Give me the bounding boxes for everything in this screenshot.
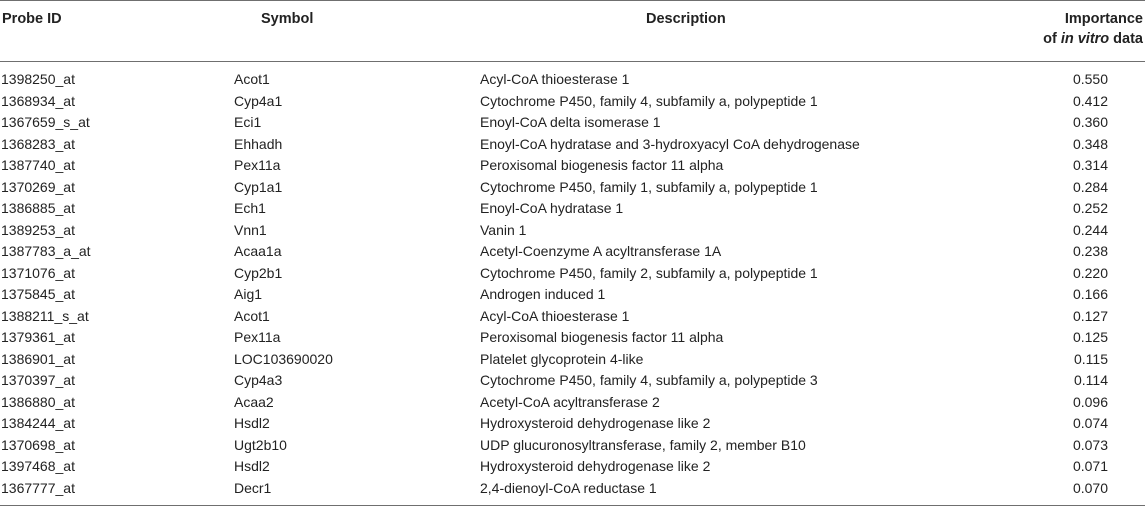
- cell-symbol: Acot1: [234, 307, 270, 324]
- cell-symbol: Cyp2b1: [234, 264, 283, 281]
- cell-importance: 0.125: [1072, 329, 1108, 345]
- header-divider-rule: [0, 61, 1145, 62]
- table-row: [0, 134, 1145, 156]
- cell-symbol: Ugt2b10: [234, 436, 287, 453]
- table-row: [0, 327, 1145, 349]
- cell-probe-id: 1367659_s_at: [1, 114, 90, 130]
- cell-description: Acyl-CoA thioesterase 1: [480, 307, 630, 324]
- cell-symbol: Cyp4a1: [234, 92, 283, 109]
- header-description: Description: [646, 11, 726, 27]
- cell-symbol: Acaa2: [234, 393, 274, 410]
- cell-importance: 0.348: [1072, 135, 1108, 152]
- cell-probe-id: 1371076_at: [1, 264, 75, 281]
- cell-probe-id: 1387740_at: [1, 157, 75, 173]
- cell-probe-id: 1397468_at: [1, 458, 75, 474]
- table-bottom-rule: [0, 505, 1145, 506]
- table-row: [0, 370, 1145, 392]
- cell-description: Androgen induced 1: [480, 286, 606, 302]
- cell-description: Peroxisomal biogenesis factor 11 alpha: [480, 157, 724, 173]
- cell-importance: 0.166: [1072, 286, 1108, 302]
- cell-importance: 0.238: [1072, 243, 1108, 259]
- table-row: [0, 456, 1145, 478]
- table-row: [0, 241, 1145, 263]
- cell-symbol: Decr1: [234, 479, 272, 496]
- cell-description: Hydroxysteroid dehydrogenase like 2: [480, 415, 711, 431]
- table-row: [0, 349, 1145, 371]
- cell-symbol: Pex11a: [234, 157, 281, 173]
- cell-description: Platelet glycoprotein 4-like: [480, 350, 644, 367]
- header-probe-id: Probe ID: [2, 11, 62, 27]
- cell-importance: 0.070: [1072, 479, 1108, 496]
- cell-description: Enoyl-CoA delta isomerase 1: [480, 114, 661, 130]
- cell-importance: 0.550: [1072, 71, 1108, 87]
- cell-importance: 0.114: [1074, 372, 1108, 388]
- table-top-rule: [0, 0, 1145, 1]
- cell-description: Cytochrome P450, family 4, subfamily a, polypeptide 1: [480, 92, 818, 109]
- cell-description: Cytochrome P450, family 4, subfamily a, polypeptide 3: [480, 372, 818, 388]
- cell-importance: 0.073: [1072, 436, 1108, 453]
- cell-probe-id: 1367777_at: [1, 479, 75, 496]
- cell-importance: 0.127: [1072, 307, 1108, 324]
- cell-symbol: Acaa1a: [234, 243, 282, 259]
- header-importance-line2: [1043, 29, 1143, 49]
- cell-description: Cytochrome P450, family 1, subfamily a, polypeptide 1: [480, 178, 818, 195]
- table-row: [0, 177, 1145, 199]
- table-row: [0, 392, 1145, 414]
- cell-probe-id: 1379361_at: [1, 329, 75, 345]
- cell-symbol: Hsdl2: [234, 415, 270, 431]
- header-importance: [1043, 9, 1143, 49]
- cell-symbol: Ehhadh: [234, 135, 283, 152]
- cell-symbol: Hsdl2: [234, 458, 270, 474]
- cell-description: Acetyl-CoA acyltransferase 2: [480, 393, 660, 410]
- cell-probe-id: 1370698_at: [1, 436, 75, 453]
- table-row: [0, 112, 1145, 134]
- header-importance-prefix: of: [1043, 31, 1061, 47]
- header-importance-line1: Importance: [1064, 11, 1143, 27]
- table-row: [0, 435, 1145, 457]
- cell-symbol: Eci1: [234, 114, 262, 130]
- cell-description: Peroxisomal biogenesis factor 11 alpha: [480, 329, 724, 345]
- cell-probe-id: 1389253_at: [1, 221, 75, 238]
- header-importance-suffix: data: [1109, 31, 1143, 47]
- cell-probe-id: 1375845_at: [1, 286, 75, 302]
- table-row: [0, 91, 1145, 113]
- cell-symbol: Pex11a: [234, 329, 281, 345]
- cell-symbol: Vnn1: [234, 221, 267, 238]
- header-symbol: Symbol: [261, 11, 314, 27]
- cell-description: UDP glucuronosyltransferase, family 2, member B10: [480, 436, 806, 453]
- cell-importance: 0.115: [1074, 350, 1108, 367]
- cell-symbol: Acot1: [234, 71, 270, 87]
- table-body: [0, 69, 1145, 499]
- cell-probe-id: 1387783_a_at: [1, 243, 91, 259]
- cell-probe-id: 1398250_at: [1, 71, 75, 87]
- cell-symbol: Aig1: [234, 286, 263, 302]
- cell-description: Cytochrome P450, family 2, subfamily a, polypeptide 1: [480, 264, 818, 281]
- table-header: [0, 9, 1145, 57]
- cell-probe-id: 1386885_at: [1, 200, 75, 216]
- cell-importance: 0.220: [1072, 264, 1108, 281]
- cell-importance: 0.360: [1072, 114, 1108, 130]
- cell-importance: 0.314: [1072, 157, 1108, 173]
- table-row: [0, 284, 1145, 306]
- cell-description: Enoyl-CoA hydratase and 3-hydroxyacyl CoA dehydrogenase: [480, 135, 860, 152]
- header-importance-italic: in vitro: [1060, 31, 1110, 47]
- cell-symbol: Ech1: [234, 200, 266, 216]
- cell-importance: 0.252: [1072, 200, 1108, 216]
- table-row: [0, 478, 1145, 500]
- cell-probe-id: 1384244_at: [1, 415, 75, 431]
- cell-importance: 0.284: [1072, 178, 1108, 195]
- cell-probe-id: 1388211_s_at: [1, 307, 89, 324]
- table-row: [0, 413, 1145, 435]
- cell-description: Acetyl-Coenzyme A acyltransferase 1A: [480, 243, 722, 259]
- cell-description: Enoyl-CoA hydratase 1: [480, 200, 624, 216]
- cell-symbol: Cyp1a1: [234, 178, 283, 195]
- cell-importance: 0.096: [1072, 393, 1108, 410]
- table-row: [0, 263, 1145, 285]
- table-row: [0, 306, 1145, 328]
- table-row: [0, 155, 1145, 177]
- cell-probe-id: 1386901_at: [1, 350, 75, 367]
- cell-probe-id: 1370269_at: [1, 178, 75, 195]
- cell-probe-id: 1386880_at: [1, 393, 75, 410]
- cell-description: Acyl-CoA thioesterase 1: [480, 71, 630, 87]
- cell-probe-id: 1370397_at: [1, 372, 75, 388]
- table-row: [0, 220, 1145, 242]
- cell-description: Vanin 1: [480, 221, 527, 238]
- cell-description: 2,4-dienoyl-CoA reductase 1: [480, 479, 657, 496]
- cell-importance: 0.244: [1072, 221, 1108, 238]
- table-row: [0, 198, 1145, 220]
- cell-symbol: Cyp4a3: [234, 372, 283, 388]
- cell-description: Hydroxysteroid dehydrogenase like 2: [480, 458, 711, 474]
- cell-importance: 0.074: [1072, 415, 1108, 431]
- cell-symbol: LOC103690020: [234, 350, 333, 367]
- cell-probe-id: 1368934_at: [1, 92, 75, 109]
- table-row: [0, 69, 1145, 91]
- cell-importance: 0.412: [1072, 92, 1108, 109]
- cell-importance: 0.071: [1072, 458, 1108, 474]
- cell-probe-id: 1368283_at: [1, 135, 75, 152]
